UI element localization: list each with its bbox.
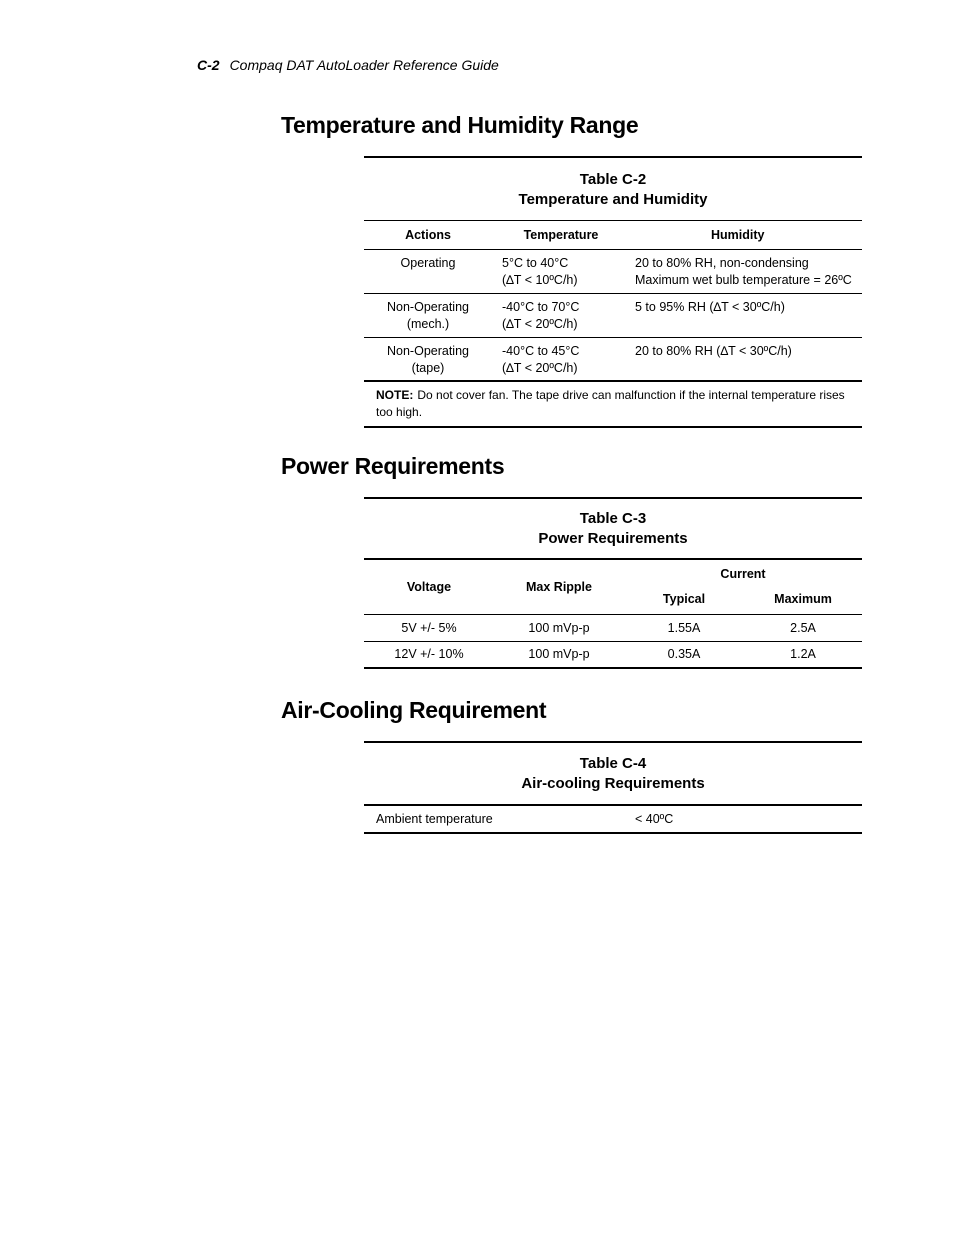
ripple-cell: 100 mVp-p — [528, 620, 590, 635]
col-header-current: Current — [720, 567, 766, 581]
humidity-text: 20 to 80% RH, non-condensing — [635, 255, 809, 270]
col-header-temperature: Temperature — [523, 228, 599, 242]
voltage-cell: 12V +/- 10% — [394, 647, 464, 662]
action-text: Non-Operating — [387, 299, 469, 314]
col-header-ripple: Max Ripple — [526, 579, 592, 594]
voltage-cell: 5V +/- 5% — [401, 620, 457, 635]
maximum-cell: 1.2A — [790, 647, 816, 662]
action-subtext: (mech.) — [406, 316, 450, 331]
table-c2-caption — [364, 158, 862, 220]
table-c3-caption — [364, 499, 862, 558]
temperature-text: -40°C to 45°C — [502, 343, 580, 358]
col-header-humidity: Humidity — [711, 228, 765, 242]
table-c3 — [364, 497, 862, 669]
humidity-cell — [628, 293, 862, 337]
action-cell — [364, 337, 492, 380]
requirement-value: < 40ºC — [635, 812, 674, 826]
maximum-cell: 2.5A — [790, 620, 816, 635]
col-header-typical: Typical — [662, 592, 706, 606]
section-title-temperature: Temperature and Humidity Range — [281, 112, 639, 138]
note-label: NOTE: — [376, 388, 414, 402]
action-text: Non-Operating — [387, 343, 469, 358]
col-header-maximum: Maximum — [774, 592, 832, 606]
table-c3-number: Table C-3 — [579, 510, 647, 527]
running-header — [197, 57, 499, 73]
table-c4-number: Table C-4 — [579, 755, 647, 772]
table-row — [364, 641, 862, 667]
temperature-rate: (∆T < 20ºC/h) — [502, 360, 578, 375]
section-title-power: Power Requirements — [281, 453, 505, 479]
note-text: Do not cover fan. The tape drive can malfunction if the internal temperature rises too high. — [376, 388, 845, 419]
table-row — [364, 249, 862, 293]
temperature-text: -40°C to 70°C — [502, 299, 580, 314]
table-c4-caption — [364, 743, 862, 804]
section-title-air-cooling: Air-Cooling Requirement — [281, 697, 547, 723]
table-note — [364, 382, 862, 426]
page-number: C-2 — [197, 57, 220, 73]
table-row — [364, 806, 862, 832]
table-header-row — [364, 221, 862, 249]
action-cell — [364, 249, 492, 293]
temperature-rate: (∆T < 10ºC/h) — [502, 272, 578, 287]
temperature-humidity-table — [364, 221, 862, 380]
humidity-text: 20 to 80% RH (∆T < 30ºC/h) — [635, 343, 792, 358]
table-row — [364, 293, 862, 337]
table-c2-title: Temperature and Humidity — [518, 191, 708, 208]
humidity-text: 5 to 95% RH (∆T < 30ºC/h) — [635, 299, 785, 314]
temperature-text: 5°C to 40°C — [502, 255, 569, 270]
table-row — [364, 614, 862, 641]
table-header-row — [364, 560, 862, 587]
temperature-cell — [492, 337, 628, 380]
action-text: Operating — [400, 255, 456, 270]
temperature-rate: (∆T < 20ºC/h) — [502, 316, 578, 331]
guide-title: Compaq DAT AutoLoader Reference Guide — [229, 57, 499, 73]
ripple-cell: 100 mVp-p — [528, 647, 590, 662]
humidity-cell — [628, 249, 862, 293]
table-row — [364, 337, 862, 380]
table-c4-title: Air-cooling Requirements — [521, 775, 705, 792]
humidity-cell — [628, 337, 862, 380]
typical-cell: 1.55A — [667, 620, 701, 635]
temperature-cell — [492, 249, 628, 293]
requirement-label: Ambient temperature — [376, 812, 493, 826]
power-requirements-table — [364, 560, 862, 667]
table-c2 — [364, 156, 862, 428]
action-subtext: (tape) — [411, 360, 445, 375]
table-c4 — [364, 741, 862, 834]
air-cooling-table — [364, 806, 862, 832]
col-header-voltage: Voltage — [406, 579, 452, 594]
temperature-cell — [492, 293, 628, 337]
table-c2-number: Table C-2 — [579, 171, 647, 188]
table-c3-title: Power Requirements — [538, 530, 688, 547]
action-cell — [364, 293, 492, 337]
col-header-actions: Actions — [405, 228, 451, 242]
humidity-note: Maximum wet bulb temperature = 26ºC — [635, 272, 852, 287]
typical-cell: 0.35A — [667, 647, 701, 662]
